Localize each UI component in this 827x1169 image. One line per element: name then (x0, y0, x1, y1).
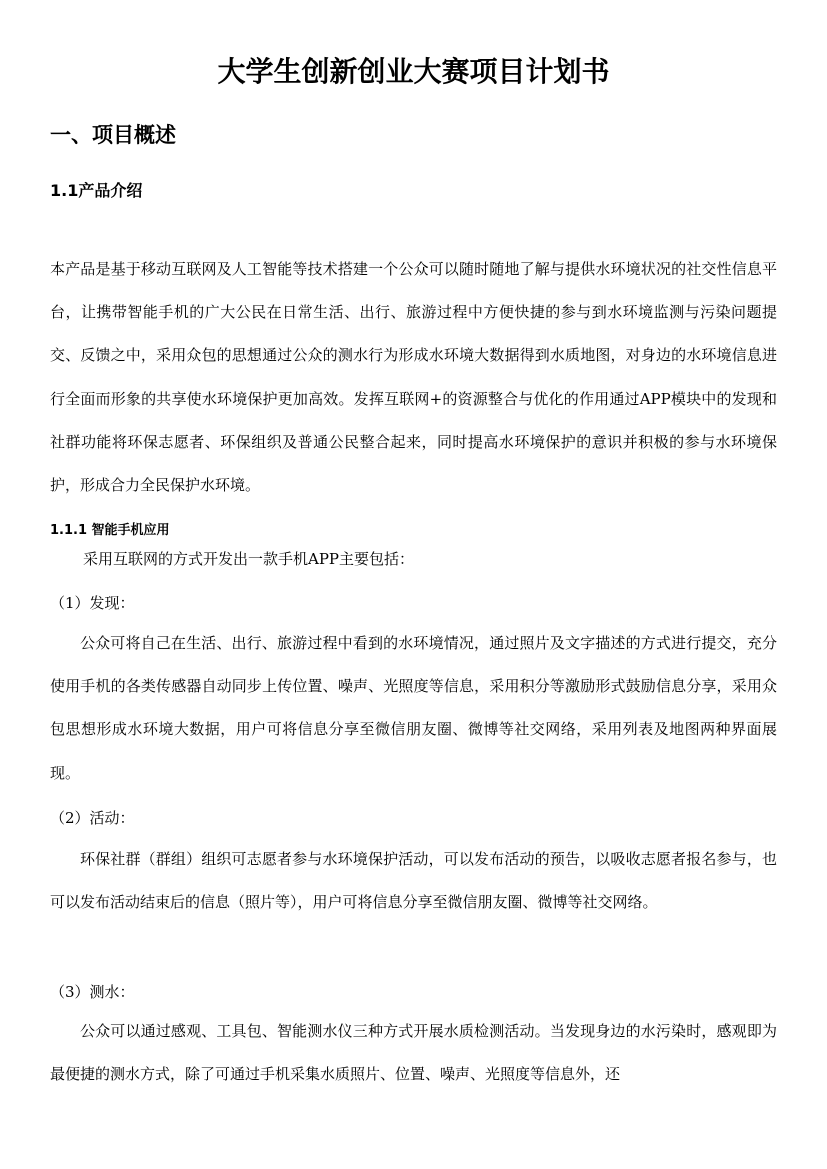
item-label-water-test: （3）测水： (50, 983, 135, 1001)
item-text-water-test: 公众可以通过感观、工具包、智能测水仪三种方式开展水质检测活动。当发现身边的水污染时，感观即为最便捷的测水方式，除了可通过手机采集水质照片、位置、噪声、光照度等信息外，还 (50, 1022, 777, 1084)
item-text-discover: 公众可将自己在生活、出行、旅游过程中看到的水环境情况，通过照片及文字描述的方式进行提交，充分使用手机的各类传感器自动同步上传位置、噪声、光照度等信息，采用积分等激励形式鼓励信息分享，采用众包思想形成水环境大数据，用户可将信息分享至微信朋友圈、微博等社交网络，采用列表及地图两种界面展现。 (50, 634, 777, 782)
intro-paragraph: 本产品是基于移动互联网及人工智能等技术搭建一个公众可以随时随地了解与提供水环境状况的社交性信息平台，让携带智能手机的广大公民在日常生活、出行、旅游过程中方便快捷的参与到水环境监测与污染问题提交、反馈之中，采用众包的思想通过公众的测水行为形成水环境大数据得到水质地图，对身边的水环境信息进行全面而形象的共享使水环境保护更加高效。发挥互联网+的资源整合与优化的作用通过APP模块中的发现和社群功能将环保志愿者、环保组织及普通公民整合起来，同时提高水环境保护的意识并积极的参与水环境保护，形成合力全民保护水环境。 (50, 260, 777, 495)
item-text-activity: 环保社群（群组）组织可志愿者参与水环境保护活动，可以发布活动的预告，以吸收志愿者报名参与，也可以发布活动结束后的信息（照片等），用户可将信息分享至微信朋友圈、微博等社交网络。 (50, 850, 777, 912)
app-intro-text: 采用互联网的方式开发出一款手机APP主要包括： (83, 550, 415, 568)
section-heading-overview: 一、项目概述 (50, 123, 176, 147)
document-title: 大学生创新创业大赛项目计划书 (217, 55, 610, 88)
item-label-discover: （1）发现： (50, 594, 135, 612)
subsubsection-heading-smartphone-app: 1.1.1 智能手机应用 (50, 523, 170, 538)
subsection-heading-product-intro: 1.1产品介绍 (50, 181, 143, 200)
item-label-activity: （2）活动： (50, 809, 135, 827)
